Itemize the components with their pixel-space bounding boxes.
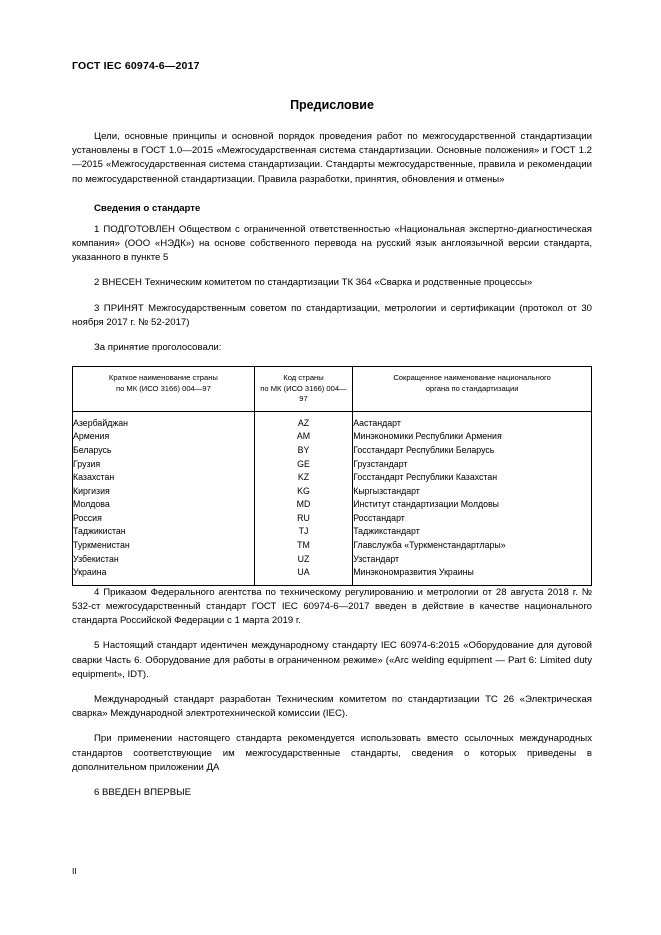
cell-code: GE: [254, 458, 352, 472]
clause-5-paragraph-2: Международный стандарт разработан Техническим комитетом по стандартизации ТС 26 «Электрическая сварка» Международной электротехнической комиссии (IEC).: [72, 694, 592, 720]
cell-organization: Грузстандарт: [353, 458, 591, 472]
cell-country: Армения: [73, 430, 254, 444]
cell-code: UZ: [254, 553, 352, 567]
cell-organization: Росстандарт: [353, 512, 591, 526]
table-row: [73, 539, 591, 553]
column-header-organization-line1: Сокращенное наименование национального: [393, 373, 551, 383]
cell-organization: Узстандарт: [353, 553, 591, 567]
cell-country: Узбекистан: [73, 553, 254, 567]
cell-organization: Госстандарт Республики Казахстан: [353, 471, 591, 485]
table-row: [73, 458, 591, 472]
cell-country: Украина: [73, 566, 254, 585]
column-header-organization-line2: органа по стандартизации: [425, 383, 519, 393]
column-header-code-line2: по МК (ИСО 3166) 004—97: [260, 383, 347, 404]
clause-6: 6 ВВЕДЕН ВПЕРВЫЕ: [94, 787, 192, 799]
cell-organization: Госстандарт Республики Беларусь: [353, 444, 591, 458]
cell-country: Туркменистан: [73, 539, 254, 553]
cell-organization: Главслужба «Туркменстандартлары»: [353, 539, 591, 553]
cell-country: Киргизия: [73, 485, 254, 499]
cell-country: Казахстан: [73, 471, 254, 485]
column-header-country-line2: по МК (ИСО 3166) 004—97: [115, 383, 211, 393]
cell-code: RU: [254, 512, 352, 526]
column-header-country-line1: Краткое наименование страны: [108, 373, 218, 383]
table-row: [73, 444, 591, 458]
cell-country: Грузия: [73, 458, 254, 472]
table-row: [73, 566, 591, 585]
cell-code: MD: [254, 498, 352, 512]
standard-identifier: ГОСТ IEC 60974-6—2017: [72, 60, 200, 72]
page-content: [72, 60, 592, 811]
cell-organization: Институт стандартизации Молдовы: [353, 498, 591, 512]
table-row: [73, 553, 591, 567]
table-header-row: [73, 367, 591, 411]
cell-code: KG: [254, 485, 352, 499]
clause-3: 3 ПРИНЯТ Межгосударственным советом по стандартизации, метрологии и сертификации (протокол от 30 ноября 2017 г. № 52-2017): [72, 302, 592, 328]
cell-organization: Минэкономики Республики Армения: [353, 430, 591, 444]
vote-lead-in: За принятие проголосовали:: [94, 342, 222, 354]
cell-code: BY: [254, 444, 352, 458]
countries-table-wrapper: [72, 366, 592, 586]
cell-country: Россия: [73, 512, 254, 526]
cell-code: AM: [254, 430, 352, 444]
table-header: [73, 367, 591, 411]
about-standard-heading: Сведения о стандарте: [94, 202, 201, 214]
table-row: [73, 430, 591, 444]
clause-2: 2 ВНЕСЕН Техническим комитетом по стандартизации ТК 364 «Сварка и родственные процессы»: [94, 277, 533, 289]
table-body: [73, 411, 591, 585]
cell-code: TJ: [254, 525, 352, 539]
cell-country: Азербайджан: [73, 411, 254, 430]
table-row: [73, 471, 591, 485]
intro-paragraph: Цели, основные принципы и основной порядок проведения работ по межгосударственной стандартизации установлены в ГОСТ 1.0—2015 «Межгосударственная система стандартизации. Основные положения» и ГОСТ 1.2—2015 «Межгосударственная система стандартизации. Стандарты межгосударственные, правила и рекомендации по межгосударственной стандартизации. Правила разработки, принятия, обновления и отмены»: [72, 131, 592, 185]
clause-1: 1 ПОДГОТОВЛЕН Обществом с ограниченной ответственностью «Национальная экспертно-диагностическая компания» (ООО «НЭДК») на основе собственного перевода на русский язык англоязычной версии стандарта, указанного в пункте 5: [72, 223, 592, 264]
cell-code: KZ: [254, 471, 352, 485]
countries-table: [73, 367, 591, 585]
cell-country: Беларусь: [73, 444, 254, 458]
cell-code: AZ: [254, 411, 352, 430]
column-header-code: [254, 367, 352, 411]
clause-5-paragraph-3: При применении настоящего стандарта рекомендуется использовать вместо ссылочных международных стандартов соответствующие им межгосударственные стандарты, сведения о которых приведены в дополнительном приложении ДА: [72, 733, 592, 773]
table-row: [73, 411, 591, 430]
page-number: II: [72, 866, 77, 876]
clause-4: 4 Приказом Федерального агентства по техническому регулированию и метрологии от 28 августа 2018 г. № 532-ст межгосударственный стандарт ГОСТ IEC 60974-6—2017 введен в действие в качестве национального стандарта Российской Федерации с 1 марта 2019 г.: [72, 586, 592, 627]
table-row: [73, 512, 591, 526]
cell-country: Таджикистан: [73, 525, 254, 539]
column-header-organization: [353, 367, 591, 411]
clause-5: 5 Настоящий стандарт идентичен международному стандарту IEC 60974-6:2015 «Оборудование для дуговой сварки Часть 6. Оборудование для работы в ограниченном режиме» («Arc welding equipment — Part 6: Limited duty equipment», IDT).: [72, 640, 592, 680]
column-header-code-line1: Код страны: [283, 373, 324, 383]
cell-organization: Кыргызстандарт: [353, 485, 591, 499]
cell-code: TM: [254, 539, 352, 553]
table-row: [73, 485, 591, 499]
cell-code: UA: [254, 566, 352, 585]
cell-country: Молдова: [73, 498, 254, 512]
column-header-country: [73, 367, 254, 411]
cell-organization: Минэкономразвития Украины: [353, 566, 591, 585]
page-title: Предисловие: [290, 98, 374, 112]
cell-organization: Таджикстандарт: [353, 525, 591, 539]
cell-organization: Аастандарт: [353, 411, 591, 430]
table-row: [73, 525, 591, 539]
table-row: [73, 498, 591, 512]
